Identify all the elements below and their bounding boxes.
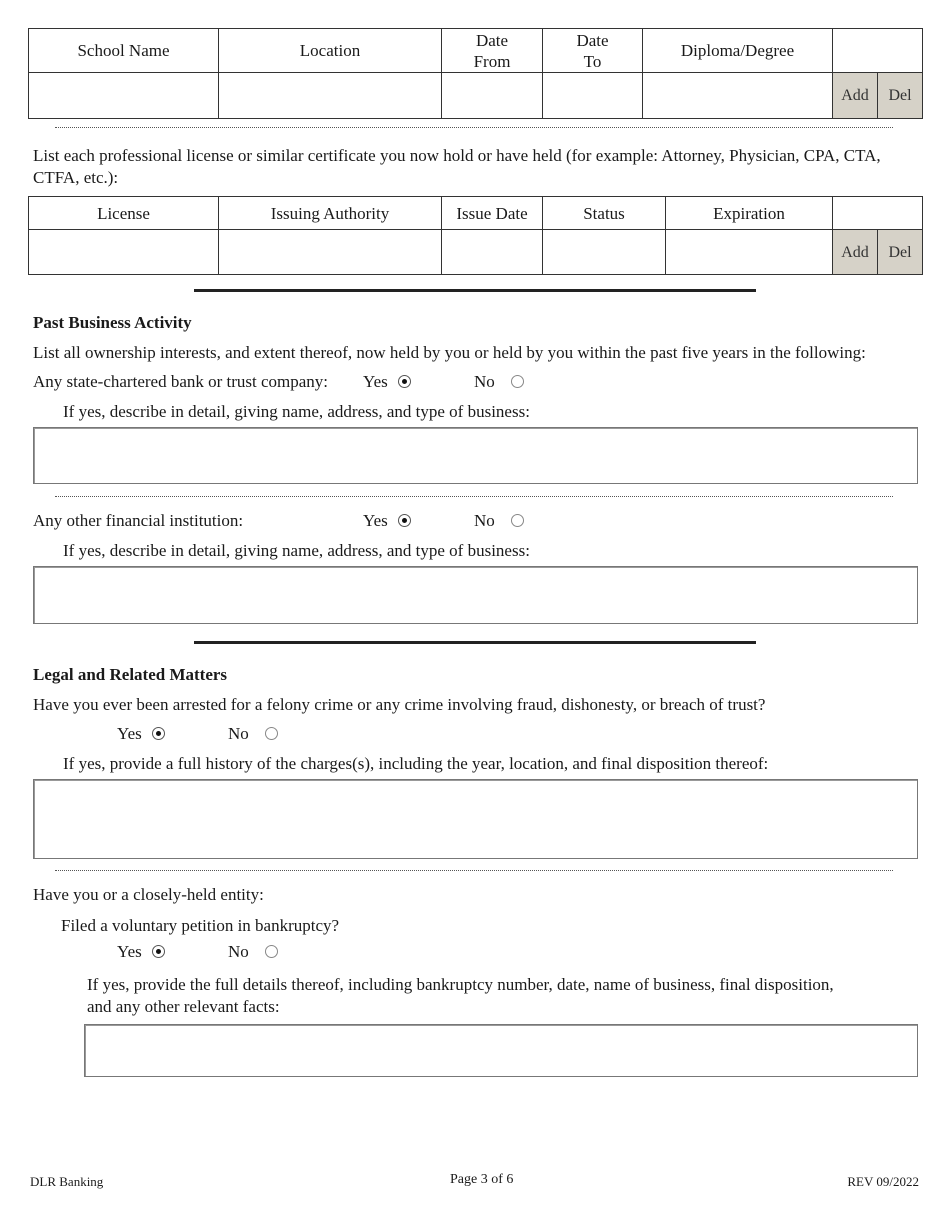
- yes-label: Yes: [363, 511, 388, 530]
- issuing-authority-input[interactable]: [219, 230, 442, 275]
- add-row-button[interactable]: Add: [833, 73, 878, 118]
- bankruptcy-yes-option[interactable]: [117, 942, 165, 962]
- header-date-to: [543, 29, 643, 73]
- yes-label: Yes: [363, 372, 388, 391]
- other-institution-question: Any other financial institution:: [33, 511, 244, 530]
- delete-row-button[interactable]: Del: [878, 73, 922, 118]
- bankruptcy-detail-field[interactable]: [84, 1024, 918, 1077]
- education-table: [28, 28, 923, 119]
- radio-selected-icon[interactable]: [152, 727, 165, 740]
- bankruptcy-no-option[interactable]: [228, 942, 278, 962]
- header-actions: [833, 197, 923, 230]
- header-actions: [833, 29, 923, 73]
- footer-revision: REV 09/2022: [847, 1174, 919, 1189]
- header-diploma-degree: Diploma/Degree: [643, 29, 833, 73]
- table-row: [29, 73, 923, 119]
- radio-selected-icon[interactable]: [398, 514, 411, 527]
- header-license: License: [29, 197, 219, 230]
- no-label: No: [474, 511, 495, 530]
- yes-label: Yes: [117, 942, 142, 961]
- page-number: Page 3 of 6: [450, 1172, 514, 1187]
- past-business-heading: Past Business Activity: [33, 313, 192, 332]
- state-bank-yes-option[interactable]: [363, 372, 411, 392]
- radio-unselected-icon[interactable]: [265, 727, 278, 740]
- license-prompt: List each professional license or similar certificate you now hold or have held (for example: Attorney, Physician, CPA, CTA, CTFA, etc.):: [33, 146, 881, 187]
- row-actions: [833, 230, 923, 275]
- header-location: Location: [219, 29, 442, 73]
- arrest-detail-field[interactable]: [33, 779, 918, 859]
- bankruptcy-detail-prompt-line1: If yes, provide the full details thereof, including bankruptcy number, date, name of business, final disposition,: [87, 975, 834, 994]
- license-table: [28, 196, 923, 275]
- radio-selected-icon[interactable]: [152, 945, 165, 958]
- row-actions: [833, 73, 923, 119]
- delete-row-button[interactable]: Del: [878, 230, 922, 274]
- arrest-yes-option[interactable]: [117, 724, 165, 744]
- other-institution-detail-prompt: If yes, describe in detail, giving name, address, and type of business:: [63, 541, 530, 560]
- arrest-detail-prompt: If yes, provide a full history of the charges(s), including the year, location, and final disposition thereof:: [63, 754, 769, 773]
- header-date-to-text: Date To: [576, 30, 609, 71]
- radio-unselected-icon[interactable]: [511, 514, 524, 527]
- other-institution-detail-field[interactable]: [33, 566, 918, 624]
- header-expiration: Expiration: [666, 197, 833, 230]
- date-to-input[interactable]: [543, 73, 643, 119]
- radio-selected-icon[interactable]: [398, 375, 411, 388]
- arrest-no-option[interactable]: [228, 724, 278, 744]
- table-row: [29, 230, 923, 275]
- education-header-row: [29, 29, 923, 73]
- footer-left: DLR Banking: [30, 1174, 104, 1189]
- past-business-intro: List all ownership interests, and extent thereof, now held by you or held by you within the past five years in the following:: [33, 343, 866, 362]
- expiration-input[interactable]: [666, 230, 833, 275]
- location-input[interactable]: [219, 73, 442, 119]
- arrest-question: Have you ever been arrested for a felony crime or any crime involving fraud, dishonesty, or breach of trust?: [33, 695, 766, 714]
- header-school-name: School Name: [29, 29, 219, 73]
- radio-unselected-icon[interactable]: [511, 375, 524, 388]
- status-input[interactable]: [543, 230, 666, 275]
- header-issuing-authority: Issuing Authority: [219, 197, 442, 230]
- license-header-row: [29, 197, 923, 230]
- no-label: No: [228, 942, 249, 961]
- date-from-input[interactable]: [442, 73, 543, 119]
- divider: [55, 127, 893, 128]
- divider: [55, 496, 893, 497]
- state-bank-no-option[interactable]: [474, 372, 524, 392]
- diploma-degree-input[interactable]: [643, 73, 833, 119]
- bankruptcy-question: Filed a voluntary petition in bankruptcy?: [61, 916, 340, 935]
- other-institution-yes-option[interactable]: [363, 511, 411, 531]
- state-bank-question: Any state-chartered bank or trust company:: [33, 372, 329, 391]
- add-row-button[interactable]: Add: [833, 230, 878, 274]
- state-bank-detail-prompt: If yes, describe in detail, giving name, address, and type of business:: [63, 402, 530, 421]
- state-bank-detail-field[interactable]: [33, 427, 918, 484]
- entity-intro: Have you or a closely-held entity:: [33, 885, 264, 904]
- radio-unselected-icon[interactable]: [265, 945, 278, 958]
- divider: [55, 870, 893, 871]
- yes-label: Yes: [117, 724, 142, 743]
- issue-date-input[interactable]: [442, 230, 543, 275]
- header-status: Status: [543, 197, 666, 230]
- header-date-from-text: Date From: [473, 30, 511, 71]
- legal-heading: Legal and Related Matters: [33, 665, 228, 684]
- section-rule: [194, 289, 756, 292]
- other-institution-no-option[interactable]: [474, 511, 524, 531]
- bankruptcy-detail-prompt-line2: and any other relevant facts:: [87, 997, 280, 1016]
- no-label: No: [228, 724, 249, 743]
- section-rule: [194, 641, 756, 644]
- header-date-from: [442, 29, 543, 73]
- license-input[interactable]: [29, 230, 219, 275]
- school-name-input[interactable]: [29, 73, 219, 119]
- header-issue-date: Issue Date: [442, 197, 543, 230]
- no-label: No: [474, 372, 495, 391]
